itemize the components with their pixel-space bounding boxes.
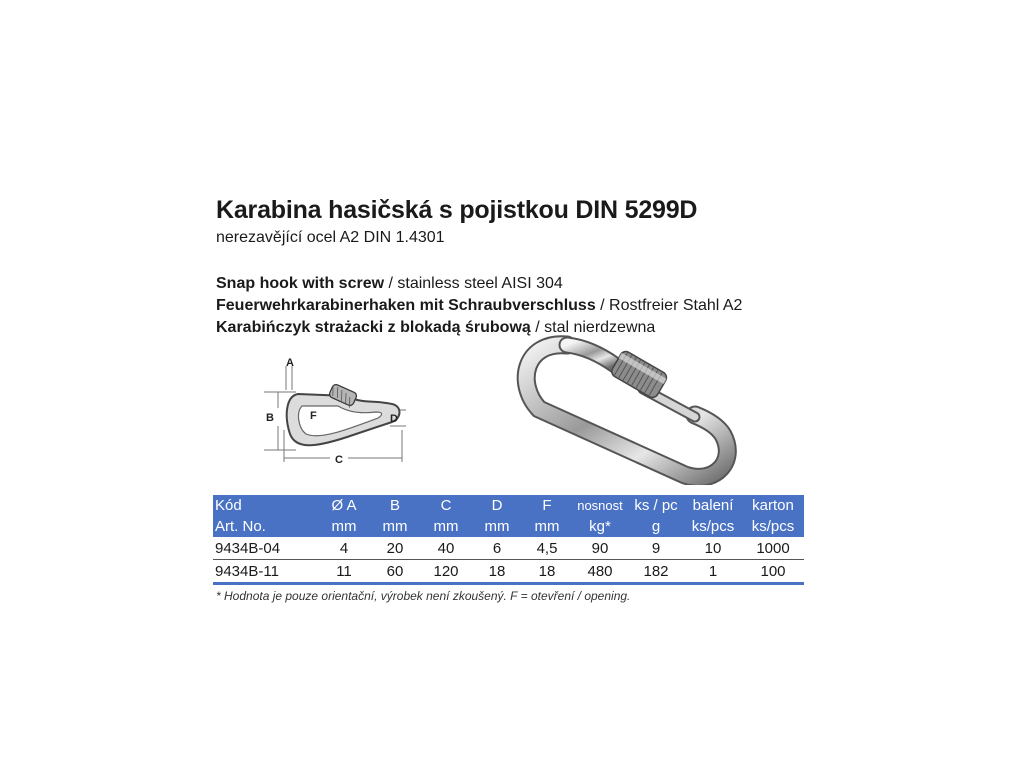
cell-f: 18 [522, 560, 572, 584]
name-english-main: Snap hook with screw [216, 275, 385, 292]
col-header-load: nosnost [572, 495, 628, 516]
cell-load: 90 [572, 537, 628, 560]
cell-d: 6 [472, 537, 522, 560]
col-unit-pack: ks/pcs [684, 516, 742, 537]
label-a: A [286, 357, 294, 369]
col-header-pack: balení [684, 495, 742, 516]
col-unit-carton: ks/pcs [742, 516, 804, 537]
table-row [213, 537, 804, 560]
cell-code: 9434B-11 [213, 560, 318, 584]
name-german-main: Feuerwehrkarabinerhaken mit Schraubverschluss [216, 297, 596, 314]
cell-pack: 1 [684, 560, 742, 584]
table-header-units-row [213, 516, 804, 537]
col-unit-weight: g [628, 516, 684, 537]
col-unit-b: mm [370, 516, 420, 537]
col-unit-code: Art. No. [213, 516, 318, 537]
carabiner-outline [287, 383, 400, 445]
name-english [216, 273, 742, 295]
label-d: D [390, 413, 398, 425]
col-unit-load: kg* [572, 516, 628, 537]
cell-carton: 100 [742, 560, 804, 584]
cell-c: 120 [420, 560, 472, 584]
cell-weight: 9 [628, 537, 684, 560]
cell-code: 9434B-04 [213, 537, 318, 560]
cell-d: 18 [472, 560, 522, 584]
product-subtitle: nerezavějící ocel A2 DIN 1.4301 [216, 229, 445, 246]
product-names [216, 273, 742, 339]
table-row [213, 560, 804, 584]
dimension-diagram [256, 356, 416, 468]
footnote: * Hodnota je pouze orientační, výrobek není zkoušený. F = otevření / opening. [216, 589, 631, 603]
col-unit-a: mm [318, 516, 370, 537]
name-german [216, 295, 742, 317]
carabiner-photo [505, 335, 745, 485]
col-unit-d: mm [472, 516, 522, 537]
spec-table [213, 495, 804, 585]
name-polish-main: Karabińczyk strażacki z blokadą śrubową [216, 319, 531, 336]
col-header-code: Kód [213, 495, 318, 516]
name-english-material: / stainless steel AISI 304 [384, 275, 563, 292]
cell-carton: 1000 [742, 537, 804, 560]
table-header-row [213, 495, 804, 516]
cell-b: 20 [370, 537, 420, 560]
col-unit-c: mm [420, 516, 472, 537]
cell-c: 40 [420, 537, 472, 560]
product-title: Karabina hasičská s pojistkou DIN 5299D [216, 196, 698, 224]
label-f: F [310, 410, 317, 422]
name-german-material: / Rostfreier Stahl A2 [595, 297, 743, 314]
cell-b: 60 [370, 560, 420, 584]
cell-f: 4,5 [522, 537, 572, 560]
col-header-carton: karton [742, 495, 804, 516]
cell-weight: 182 [628, 560, 684, 584]
cell-a: 4 [318, 537, 370, 560]
cell-pack: 10 [684, 537, 742, 560]
cell-load: 480 [572, 560, 628, 584]
label-c: C [335, 454, 343, 466]
col-header-f: F [522, 495, 572, 516]
name-polish-material: / stal nierdzewna [530, 319, 656, 336]
col-header-b: B [370, 495, 420, 516]
cell-a: 11 [318, 560, 370, 584]
label-b: B [266, 412, 274, 424]
col-header-c: C [420, 495, 472, 516]
col-header-d: D [472, 495, 522, 516]
col-header-weight: ks / pc [628, 495, 684, 516]
col-header-a: Ø A [318, 495, 370, 516]
col-unit-f: mm [522, 516, 572, 537]
